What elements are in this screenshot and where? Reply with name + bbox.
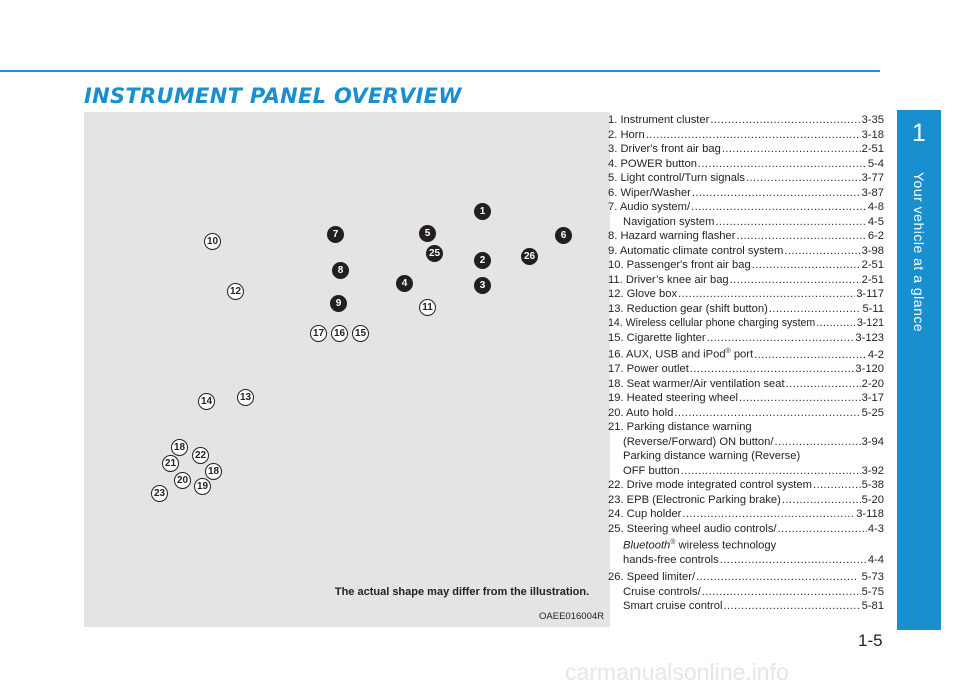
- list-item: [608, 570, 884, 585]
- bluetooth-wordmark: Bluetooth: [623, 539, 671, 552]
- item-label: 25. Steering wheel audio controls/: [608, 522, 777, 535]
- list-item: [608, 273, 884, 288]
- figure-caption: The actual shape may differ from the illustration.: [334, 586, 590, 598]
- callout-11: 11: [419, 299, 436, 316]
- callout-10: 10: [204, 233, 221, 250]
- item-page: 4-8: [867, 201, 884, 213]
- chapter-tab: [897, 110, 941, 630]
- page-number: 1-5: [858, 631, 883, 650]
- dot-leader: [722, 142, 861, 157]
- list-item: [608, 377, 884, 392]
- list-item: [608, 522, 884, 537]
- item-label: 23. EPB (Electronic Parking brake): [608, 493, 781, 506]
- list-item: [608, 215, 884, 230]
- callout-4: 4: [396, 275, 413, 292]
- callout-17: 17: [310, 325, 327, 342]
- item-label-suffix: wireless technology: [675, 539, 777, 552]
- list-item: [608, 200, 884, 215]
- item-label: 20. Auto hold: [608, 406, 674, 419]
- list-item: [608, 258, 884, 273]
- dot-leader: [678, 287, 855, 302]
- callout-21: 21: [162, 455, 179, 472]
- dot-leader: [784, 244, 860, 259]
- item-label: Navigation system: [623, 215, 715, 228]
- header-rule: [0, 70, 880, 72]
- callout-18-lower: 18: [205, 463, 222, 480]
- item-label: 4. POWER button: [608, 157, 697, 170]
- list-item: [608, 420, 884, 435]
- callout-3: 3: [474, 277, 491, 294]
- dot-leader: [774, 435, 860, 450]
- item-label: 3. Driver's front air bag: [608, 143, 721, 155]
- item-page: 5-73: [858, 571, 884, 584]
- dot-leader: [752, 258, 861, 273]
- dot-leader: [786, 377, 861, 392]
- item-label: 5. Light control/Turn signals: [608, 172, 746, 184]
- dot-leader: [692, 186, 861, 201]
- callout-25: 25: [426, 245, 443, 262]
- item-page: 5-75: [861, 585, 884, 598]
- dot-leader: [690, 362, 855, 377]
- callout-20: 20: [174, 472, 191, 489]
- list-item: [608, 316, 884, 331]
- list-item: [608, 507, 884, 522]
- callout-1: 1: [474, 203, 491, 220]
- item-label: 14. Wireless cellular phone charging system: [608, 317, 816, 329]
- item-label: OFF button: [623, 464, 680, 477]
- list-item: [608, 186, 884, 201]
- item-label: 21. Parking distance warning: [608, 421, 752, 434]
- dot-leader: [816, 316, 856, 331]
- item-page: 2-51: [861, 273, 884, 286]
- list-item: [608, 128, 884, 143]
- list-item: [608, 464, 884, 479]
- list-item: [608, 157, 884, 172]
- item-label: 6. Wiper/Washer: [608, 186, 691, 199]
- dot-leader: [813, 478, 861, 493]
- item-label: 24. Cup holder: [608, 508, 682, 521]
- item-page: 5-81: [861, 600, 884, 613]
- dot-leader: [769, 302, 862, 317]
- callout-18: 18: [171, 439, 188, 456]
- dot-leader: [702, 585, 861, 600]
- dot-leader: [646, 128, 861, 143]
- item-label: 11. Driver’s knee air bag: [608, 273, 729, 286]
- list-item: [608, 171, 884, 186]
- item-page: 5-4: [867, 157, 884, 170]
- list-item: [608, 553, 884, 568]
- callout-19: 19: [194, 478, 211, 495]
- dot-leader: [754, 348, 867, 363]
- list-item: [608, 599, 884, 614]
- item-label: 19. Heated steering wheel: [608, 392, 738, 405]
- item-page: 4-3: [867, 522, 884, 535]
- callout-23: 23: [151, 485, 168, 502]
- item-page: 5-25: [861, 406, 884, 419]
- item-page: 3-35: [861, 114, 884, 126]
- dot-leader: [674, 406, 860, 421]
- item-page: 3-117: [856, 288, 884, 300]
- dot-leader: [778, 522, 867, 537]
- callout-7: 7: [327, 226, 344, 243]
- list-item: [608, 345, 884, 362]
- item-page: 3-87: [861, 186, 884, 199]
- list-item: [608, 287, 884, 302]
- list-item: [608, 449, 884, 464]
- chapter-title: Your vehicle at a glance: [911, 172, 927, 333]
- list-item: [608, 229, 884, 244]
- list-item: [608, 536, 884, 553]
- item-label: Parking distance warning (Reverse): [623, 450, 801, 463]
- item-label: 13. Reduction gear (shift button): [608, 302, 768, 315]
- callout-22: 22: [192, 447, 209, 464]
- registered-mark: ®: [670, 539, 676, 547]
- item-page: 5-20: [861, 493, 884, 506]
- callout-9: 9: [330, 295, 347, 312]
- dot-leader: [707, 331, 855, 346]
- chapter-number: 1: [912, 119, 926, 147]
- item-page: 3-94: [861, 435, 884, 448]
- dot-leader: [723, 599, 860, 614]
- item-label: 9. Automatic climate control system: [608, 244, 784, 257]
- figure-code: OAEE016004R: [539, 611, 604, 622]
- item-page: 3-77: [861, 172, 884, 184]
- item-page: 3-98: [861, 244, 884, 257]
- callout-6: 6: [555, 227, 572, 244]
- item-label: 17. Power outlet: [608, 363, 689, 376]
- item-label: 8. Hazard warning flasher: [608, 230, 736, 242]
- callout-13: 13: [237, 389, 254, 406]
- item-page: 5-38: [861, 479, 884, 492]
- dot-leader: [696, 570, 857, 585]
- list-item: [608, 585, 884, 600]
- item-label: 15. Cigarette lighter: [608, 331, 706, 344]
- dot-leader: [720, 553, 867, 568]
- item-label: 1. Instrument cluster: [608, 114, 710, 126]
- list-item: [608, 302, 884, 317]
- list-item: [608, 142, 884, 157]
- list-item: [608, 435, 884, 450]
- item-page: 5-11: [862, 302, 884, 315]
- item-label: 2. Horn: [608, 128, 645, 141]
- dot-leader: [691, 200, 867, 215]
- dot-leader: [736, 229, 866, 244]
- callout-16: 16: [331, 325, 348, 342]
- item-label: [608, 345, 753, 362]
- item-page: 2-20: [861, 377, 884, 390]
- item-label: 26. Speed limiter/: [608, 571, 696, 584]
- item-page: 3-118: [856, 508, 884, 521]
- watermark: carmanualsonline.info: [565, 659, 789, 685]
- item-page: 4-2: [867, 348, 884, 361]
- callout-12: 12: [227, 283, 244, 300]
- item-page: 3-17: [861, 392, 884, 405]
- list-item: [608, 478, 884, 493]
- item-label: [623, 536, 776, 553]
- list-item: [608, 113, 884, 128]
- dot-leader: [730, 273, 861, 288]
- dot-leader: [698, 157, 867, 172]
- item-label-text: 16. AUX, USB and iPod: [608, 348, 726, 361]
- dot-leader: [739, 391, 861, 406]
- item-label: 12. Glove box: [608, 288, 678, 300]
- item-label: 18. Seat warmer/Air ventilation seat: [608, 377, 785, 390]
- item-page: 6-2: [867, 230, 884, 242]
- dot-leader: [710, 113, 860, 128]
- dot-leader: [681, 464, 861, 479]
- item-label-suffix: port: [730, 348, 754, 361]
- item-label: 7. Audio system/: [608, 201, 691, 213]
- callout-26: 26: [521, 248, 538, 265]
- item-page: 3-121: [856, 317, 884, 329]
- callout-14: 14: [198, 393, 215, 410]
- page-title: INSTRUMENT PANEL OVERVIEW: [84, 84, 462, 108]
- list-item: [608, 493, 884, 508]
- registered-mark: ®: [725, 348, 731, 355]
- list-item: [608, 406, 884, 421]
- item-page: 2-51: [861, 143, 884, 155]
- list-item: [608, 362, 884, 377]
- item-label: Smart cruise control: [623, 600, 723, 613]
- callout-8: 8: [332, 262, 349, 279]
- list-item: [608, 331, 884, 346]
- dot-leader: [746, 171, 861, 186]
- callout-5: 5: [419, 225, 436, 242]
- item-label: 10. Passenger's front air bag: [608, 259, 751, 271]
- item-page: 2-51: [861, 259, 884, 271]
- overview-list: [608, 113, 884, 614]
- item-page: 3-18: [861, 128, 884, 141]
- list-item: [608, 244, 884, 259]
- item-label: hands-free controls: [623, 554, 719, 567]
- item-page: 4-4: [867, 554, 884, 567]
- item-label: (Reverse/Forward) ON button/: [623, 435, 774, 448]
- item-page: 3-123: [855, 331, 884, 344]
- item-page: 3-120: [855, 363, 884, 376]
- callout-15: 15: [352, 325, 369, 342]
- dot-leader: [682, 507, 855, 522]
- item-label: 22. Drive mode integrated control system: [608, 479, 812, 492]
- item-page: 3-92: [861, 464, 884, 477]
- item-label: Cruise controls/: [623, 585, 701, 598]
- item-page: 4-5: [867, 215, 884, 228]
- instrument-panel-illustration: [84, 112, 610, 627]
- dot-leader: [715, 215, 866, 230]
- list-item: [608, 391, 884, 406]
- dot-leader: [782, 493, 861, 508]
- callout-2: 2: [474, 252, 491, 269]
